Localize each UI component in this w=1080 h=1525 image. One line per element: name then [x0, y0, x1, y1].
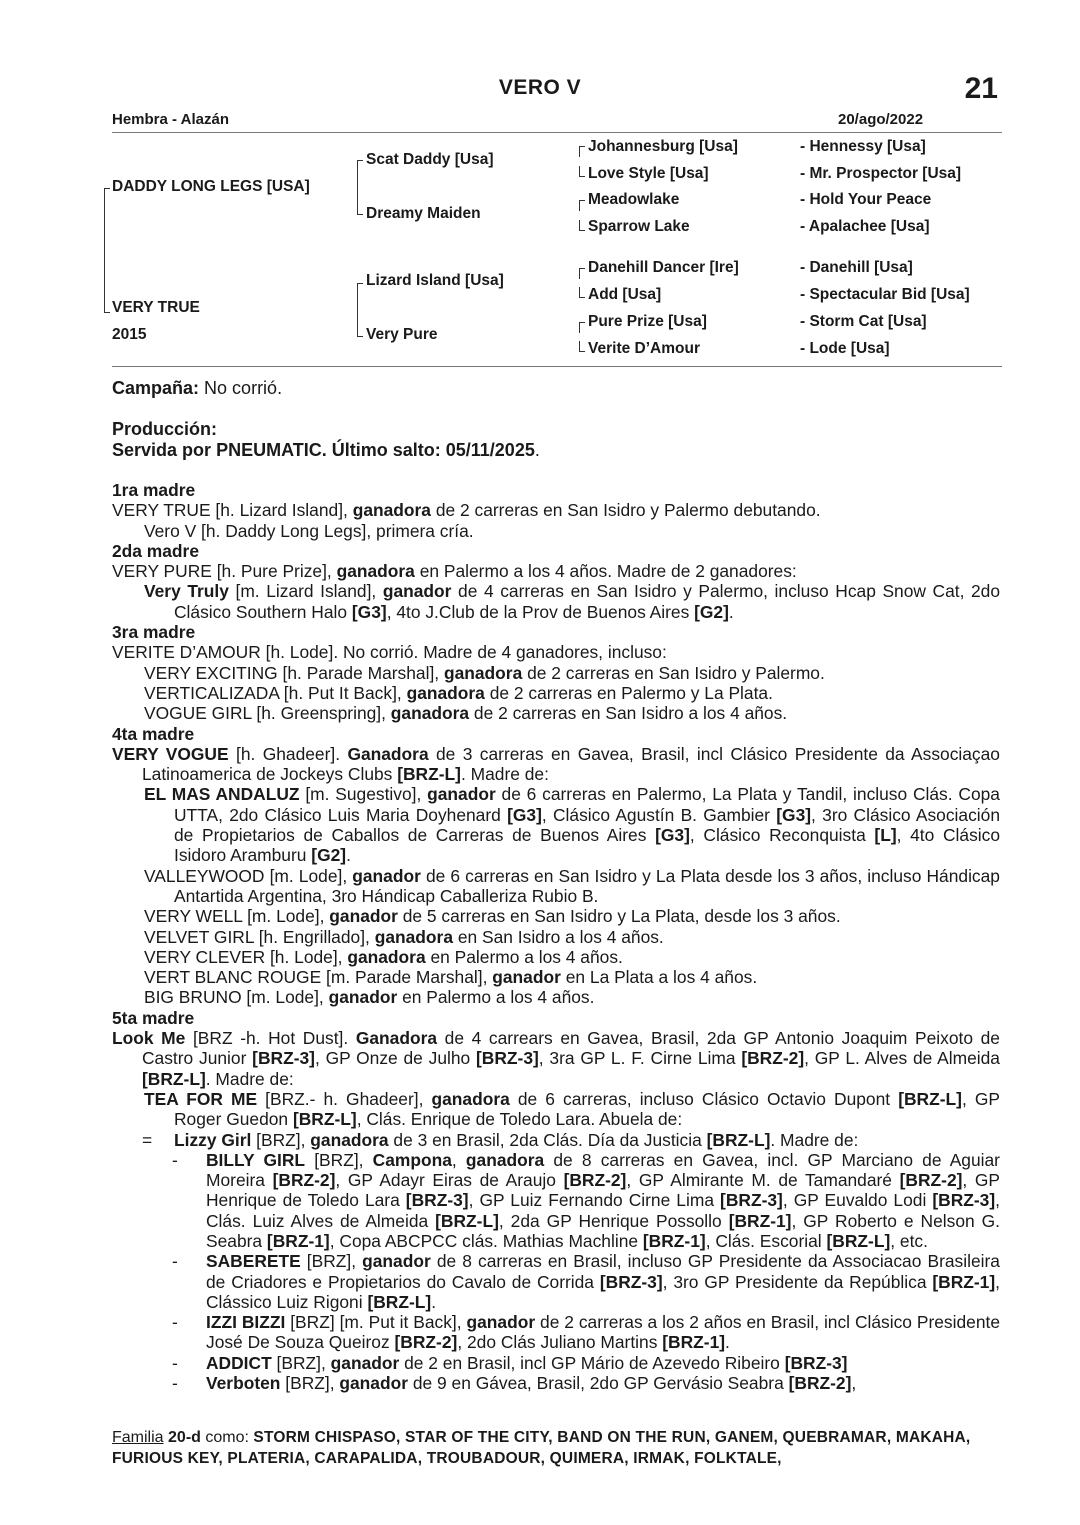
text-fragment: ganador [339, 1373, 408, 1394]
dam-heading: 3ra madre [112, 622, 196, 643]
produce-line [112, 663, 1000, 683]
text-fragment: VERY VOGUE [112, 743, 229, 764]
text-fragment: [BRZ-L] [367, 1291, 432, 1312]
text-fragment: [BRZ-2] [741, 1048, 805, 1069]
text-fragment: [BRZ-2] [563, 1170, 627, 1191]
text-fragment: en San Isidro a los 4 años. [457, 926, 664, 947]
bracket-g3-1 [579, 146, 585, 157]
text-fragment: en Palermo a los 4 años. [402, 987, 595, 1008]
text-fragment: VALLEYWOOD [m. Lode], [144, 865, 348, 886]
text-fragment: . Madre de: [770, 1129, 859, 1150]
text-fragment: de 6 carreras en San Isidro y La Plata desde los 3 años, incluso Hándicap Antartida Argentina, 3ro Hándicap Caballeriza Rubio B. [174, 865, 1000, 906]
text-fragment: [m. Lizard Island], [235, 581, 377, 602]
produce-izzi-bizzi [112, 1312, 1000, 1353]
text-fragment: - [172, 1251, 178, 1272]
family-list: STORM CHISPASO, STAR OF THE CITY, BAND ON THE RUN, GANEM, QUEBRAMAR, MAKAHA, FURIOUS KEY, PLATERIA, CARAPALIDA, TROUBADOUR, QUIMERA, IRMAK, FOLKTALE, [112, 1429, 971, 1467]
production-label: Producción: [112, 419, 218, 439]
produce-line: Vero V [h. Daddy Long Legs], primera cría. [144, 520, 474, 541]
produce-very-truly [112, 581, 1000, 622]
bracket-g3-8 [579, 341, 585, 352]
dam-year: 2015 [112, 326, 147, 343]
text-fragment: [BRZ], [314, 1149, 364, 1170]
text-fragment: [G3] [655, 825, 690, 846]
text-fragment: , [451, 1149, 457, 1170]
text-fragment: VERY TRUE [h. Lizard Island], [112, 500, 348, 521]
text-fragment: VOGUE GIRL [h. Greenspring], [144, 703, 386, 724]
produce-saberete [112, 1251, 1000, 1312]
text-fragment: [BRZ], [256, 1129, 306, 1150]
text-fragment: , GP Roger Guedon [174, 1088, 1000, 1130]
text-fragment: Campona [372, 1149, 452, 1170]
text-fragment: ADDICT [206, 1352, 272, 1373]
text-fragment: VERT BLANC ROUGE [m. Parade Marshal], [144, 967, 488, 988]
text-fragment: [G3] [507, 804, 542, 825]
g4-storm-cat: - Storm Cat [Usa] [800, 313, 927, 330]
g3-verite-damour: Verite D’Amour [588, 340, 700, 357]
text-fragment: , GP Almirante M. de Tamandaré [626, 1170, 892, 1191]
page-number: 21 [964, 72, 998, 105]
produce-lizzy-girl [112, 1130, 1000, 1150]
text-fragment: ganador [328, 987, 398, 1008]
text-fragment: , GP Roberto e Nelson G. Seabra [206, 1210, 1000, 1251]
text-fragment: , Copa ABCPCC clás. Mathias Machline [329, 1230, 639, 1251]
text-fragment: - [172, 1373, 178, 1394]
production-service [112, 440, 1000, 461]
sex-color: Hembra - Alazán [112, 111, 229, 128]
served-prefix: Servida por [112, 440, 212, 460]
text-fragment: ganador [329, 906, 398, 927]
text-fragment: VERY PURE [h. Pure Prize], [112, 561, 332, 582]
text-fragment: , Clás. Enrique de Toledo Lara. Abuela de: [356, 1109, 683, 1130]
text-fragment: , GP Luiz Fernando Cirne Lima [468, 1190, 714, 1211]
produce-billy-girl [112, 1150, 1000, 1251]
text-fragment: [BRZ-2] [899, 1170, 963, 1191]
text-fragment: de 2 carreras a los 2 años en Brasil, incl Clásico Presidente José De Souza Queiroz [206, 1312, 1001, 1353]
text-fragment: Ganadora [355, 1028, 438, 1049]
dam-sections [112, 480, 1000, 1393]
text-fragment: ganadora [347, 946, 426, 967]
text-fragment: [BRZ-L] [826, 1230, 891, 1251]
text-fragment: ganador [362, 1251, 431, 1272]
text-fragment: [BRZ-L] [898, 1088, 962, 1109]
text-fragment: , GP Onze de Julho [314, 1048, 471, 1069]
text-fragment: en La Plata a los 4 años. [565, 967, 758, 988]
text-fragment: ganadora [336, 561, 415, 582]
text-fragment: , 4to J.Club de la Prov de Buenos Aires [386, 601, 690, 622]
text-fragment: ganadora [431, 1088, 510, 1109]
g4-apalachee: - Apalachee [Usa] [800, 218, 930, 235]
text-fragment: , GP Adayr Eiras de Araujo [335, 1170, 556, 1191]
text-fragment: ganador [330, 1352, 400, 1373]
text-fragment: . [346, 845, 351, 866]
g2-very-pure: Very Pure [366, 326, 438, 343]
text-fragment: de 8 carreras en Gavea, incl. GP Marciano de Aguiar Moreira [206, 1149, 1000, 1191]
dam-heading: 1ra madre [112, 480, 196, 500]
production-end: . [534, 440, 540, 460]
text-fragment: [BRZ-L] [706, 1129, 771, 1150]
dam-look-me [112, 1028, 1000, 1089]
produce-valleywood [112, 866, 1000, 907]
family-label: Familia [112, 1429, 164, 1446]
dam-line: VERITE D’AMOUR [h. Lode]. No corrió. Madre de 4 ganadores, incluso: [112, 642, 667, 663]
text-fragment: de 3 carreras en Gavea, Brasil, incl Clásico Presidente da Associaçao Latinoamerica de Jockeys Clubs [142, 743, 1000, 785]
produce-line [112, 683, 1000, 703]
text-fragment: [BRZ-1] [642, 1230, 706, 1251]
bracket-g3-2 [579, 166, 585, 177]
text-fragment: [BRZ-3] [405, 1190, 469, 1211]
text-fragment: . Madre de: [205, 1068, 294, 1089]
sire-name: DADDY LONG LEGS [USA] [112, 178, 310, 195]
text-fragment: de 2 carreras en Palermo y La Plata. [489, 682, 773, 703]
text-fragment: de 6 carreras en Palermo, La Plata y Tandil, incluso Clás. Copa UTTA, 2do Clásico Luis Maria Doyhenard [174, 784, 1000, 825]
text-fragment: TEA FOR ME [144, 1088, 258, 1109]
text-fragment: , GP L. Alves de Almeida [804, 1048, 1000, 1069]
text-fragment: ganadora [443, 662, 523, 683]
text-fragment: ganadora [374, 926, 453, 947]
text-fragment: [BRZ-1] [932, 1271, 996, 1292]
text-fragment: de 6 carreras, incluso Clásico Octavio Dupont [517, 1088, 891, 1109]
text-fragment: , 3ra GP L. F. Cirne Lima [538, 1048, 736, 1069]
text-fragment: , 4to Clásico Isidoro Aramburu [174, 825, 1000, 866]
last-jump: . Último salto: 05/11/2025 [321, 440, 535, 460]
family-como: como: [205, 1429, 249, 1446]
text-fragment: de 3 en Brasil, 2da Clás. Día da Justicia [393, 1129, 702, 1150]
campaign-text: No corrió. [204, 378, 283, 398]
header-divider [112, 132, 1002, 133]
text-fragment: [BRZ-2] [788, 1373, 852, 1394]
text-fragment: , GP Henrique de Toledo Lara [206, 1170, 1001, 1211]
bracket-g2-b [357, 190, 363, 215]
text-fragment: ganador [466, 1312, 536, 1333]
dam-heading: 2da madre [112, 540, 199, 561]
text-fragment: de 2 en Brasil, incl GP Mário de Azevedo Ribeiro [404, 1352, 780, 1373]
produce-el-mas-andaluz [112, 784, 1000, 865]
produce-line [112, 947, 1000, 967]
text-fragment: [BRZ-L] [292, 1109, 357, 1130]
text-fragment: IZZI BIZZI [206, 1312, 286, 1333]
dam-line [112, 561, 1000, 581]
text-fragment: en Palermo a los 4 años. [430, 946, 623, 967]
text-fragment: [BRZ.- h. Ghadeer], [265, 1088, 424, 1109]
produce-line [112, 927, 1000, 947]
text-fragment: en Palermo a los 4 años. Madre de 2 ganadores: [419, 561, 797, 582]
campaign [112, 378, 1000, 399]
g3-meadowlake: Meadowlake [588, 191, 680, 208]
campaign-label: Campaña: [112, 378, 200, 398]
text-fragment: , etc. [890, 1230, 928, 1251]
text-fragment: [G3] [351, 601, 387, 622]
text-fragment: - [172, 1352, 178, 1373]
text-fragment: , 2da GP Henrique Possollo [498, 1210, 722, 1231]
produce-line [112, 987, 1000, 1007]
text-fragment: , Clásico Reconquista [689, 825, 866, 846]
family-line [112, 1427, 1000, 1469]
page-title: VERO V [498, 76, 582, 99]
bracket-g3-5 [579, 268, 585, 279]
text-fragment: , Clásico Agustín B. Gambier [541, 804, 770, 825]
bracket-g3-3 [579, 200, 585, 211]
text-fragment: Verboten [206, 1373, 281, 1394]
family-number: 20-d [168, 1429, 201, 1446]
text-fragment: Lizzy Girl [174, 1129, 252, 1150]
text-fragment: ganadora [406, 682, 485, 703]
text-fragment: de 4 carreras en San Isidro y Palermo, incluso Hcap Snow Cat, 2do Clásico Southern Halo [174, 581, 1001, 622]
text-fragment: [BRZ], [306, 1251, 357, 1272]
bracket-g2-d [357, 312, 363, 337]
text-fragment: , 3ro GP Presidente da República [662, 1271, 927, 1292]
text-fragment: de 8 carreras en Brasil, incluso GP Presidente da Associacao Brasileira de Criadores e Propietarios do Cavalo de Corrida [206, 1251, 1000, 1292]
dam-very-vogue [112, 744, 1000, 785]
g3-add: Add [Usa] [588, 286, 662, 303]
text-fragment: EL MAS ANDALUZ [144, 784, 300, 805]
text-fragment: BIG BRUNO [m. Lode], [144, 987, 324, 1008]
text-fragment: [BRZ-2] [394, 1332, 458, 1353]
g3-love-style: Love Style [Usa] [588, 165, 709, 182]
text-fragment: ganadora [352, 500, 431, 521]
text-fragment: de 2 carreras en San Isidro y Palermo. [527, 662, 825, 683]
text-fragment: = [142, 1129, 153, 1150]
text-fragment: [h. Ghadeer]. [235, 743, 341, 764]
g4-spectacular-bid: - Spectacular Bid [Usa] [800, 286, 970, 303]
g3-johannesburg: Johannesburg [Usa] [588, 138, 738, 155]
text-fragment: [BRZ-3] [599, 1271, 663, 1292]
text-fragment: VERTICALIZADA [h. Put It Back], [144, 682, 402, 703]
g3-pure-prize: Pure Prize [Usa] [588, 313, 707, 330]
text-fragment: [BRZ-3] [720, 1190, 783, 1211]
dam-heading: 5ta madre [112, 1007, 195, 1028]
text-fragment: ganador [492, 967, 561, 988]
text-fragment: VERY CLEVER [h. Lode], [144, 946, 343, 967]
text-fragment: ganadora [390, 703, 470, 724]
text-fragment: , GP Euvaldo Lodi [782, 1190, 927, 1211]
text-fragment: [BRZ-1] [728, 1210, 792, 1231]
g4-lode: - Lode [Usa] [800, 340, 890, 357]
text-fragment: , 3ro Clásico Asociación de Propietarios de Caballos de Carreras de Buenos Aires [174, 804, 1000, 846]
produce-verboten [112, 1373, 1000, 1393]
bracket-g3-6 [579, 287, 585, 298]
stallion-name: PNEUMATIC [216, 440, 322, 460]
text-fragment: [BRZ], [285, 1373, 335, 1394]
report-date: 20/ago/2022 [838, 111, 924, 128]
dam-heading: 4ta madre [112, 723, 195, 744]
g4-mr-prospector: - Mr. Prospector [Usa] [800, 165, 962, 182]
text-fragment: [BRZ] [m. Put it Back], [290, 1312, 462, 1333]
text-fragment: Look Me [112, 1028, 186, 1049]
text-fragment: ganadora [310, 1129, 389, 1150]
text-fragment: [BRZ-3] [252, 1048, 315, 1069]
text-fragment: de 5 carreras en San Isidro y La Plata, desde los 3 años. [402, 906, 841, 927]
text-fragment: , Clássico Luiz Rigoni [206, 1271, 1000, 1312]
text-fragment: ganador [352, 865, 421, 886]
bracket-g3-7 [579, 322, 585, 333]
g2-dreamy-maiden: Dreamy Maiden [366, 205, 481, 222]
produce-line [112, 906, 1000, 926]
text-fragment: ganador [382, 581, 452, 602]
text-fragment: [BRZ-2] [272, 1170, 336, 1191]
text-fragment: [BRZ-1] [662, 1332, 726, 1353]
text-fragment: de 2 carreras en San Isidro a los 4 años. [473, 703, 788, 724]
g3-danehill-dancer: Danehill Dancer [Ire] [588, 259, 739, 276]
text-fragment: BILLY GIRL [206, 1149, 306, 1170]
text-fragment: , [851, 1373, 857, 1394]
text-fragment: [BRZ-L] [142, 1068, 206, 1089]
text-fragment: . [728, 601, 734, 622]
text-fragment: - [172, 1149, 178, 1170]
text-fragment: [G2] [694, 601, 729, 622]
bracket-dam [104, 256, 110, 313]
produce-line [112, 967, 1000, 987]
text-fragment: [BRZ-L] [397, 764, 461, 785]
text-fragment: de 4 carrears en Gavea, Brasil, 2da GP Antonio Joaquim Peixoto de Castro Junior [142, 1028, 1000, 1069]
dam-name: VERY TRUE [112, 299, 200, 316]
text-fragment: ganadora [465, 1149, 545, 1170]
text-fragment: [BRZ-3] [476, 1048, 539, 1069]
dam-line [112, 500, 1000, 520]
produce-tea-for-me [112, 1089, 1000, 1130]
g4-hennessy: - Hennessy [Usa] [800, 138, 926, 155]
text-fragment: ganador [427, 784, 496, 805]
g3-sparrow-lake: Sparrow Lake [588, 218, 690, 235]
text-fragment: VELVET GIRL [h. Engrillado], [144, 926, 370, 947]
text-fragment: [G3] [776, 804, 812, 825]
pedigree-divider [112, 366, 1002, 367]
g4-danehill: - Danehill [Usa] [800, 259, 913, 276]
text-fragment: VERY EXCITING [h. Parade Marshal], [144, 662, 440, 683]
produce-line [112, 703, 1000, 723]
text-fragment: , 2do Clás Juliano Martins [457, 1332, 658, 1353]
text-fragment: . [725, 1332, 730, 1353]
text-fragment: , Clás. Luiz Alves de Almeida [206, 1190, 1000, 1231]
text-fragment: Ganadora [347, 743, 429, 764]
text-fragment: , Clás. Escorial [705, 1230, 822, 1251]
text-fragment: . Madre de: [460, 764, 549, 785]
text-fragment: [BRZ-3] [784, 1352, 848, 1373]
text-fragment: [BRZ -h. Hot Dust]. [192, 1028, 349, 1049]
text-fragment: SABERETE [206, 1251, 301, 1272]
text-fragment: [m. Sugestivo], [305, 784, 422, 805]
production [112, 419, 1000, 461]
text-fragment: VERY WELL [m. Lode], [144, 906, 325, 927]
text-fragment: [BRZ-3] [932, 1190, 996, 1211]
bracket-g3-4 [579, 220, 585, 231]
text-fragment: de 9 en Gávea, Brasil, 2do GP Gervásio Seabra [412, 1373, 784, 1394]
g2-lizard-island: Lizard Island [Usa] [366, 272, 504, 289]
text-fragment: Very Truly [144, 581, 229, 602]
text-fragment: [BRZ-1] [266, 1230, 330, 1251]
text-fragment: [L] [874, 825, 897, 846]
text-fragment: - [172, 1312, 178, 1333]
produce-addict [112, 1353, 1000, 1373]
text-fragment: [BRZ], [276, 1352, 326, 1373]
g2-scat-daddy: Scat Daddy [Usa] [366, 151, 494, 168]
text-fragment: de 2 carreras en San Isidro y Palermo debutando. [435, 500, 821, 521]
text-fragment: [G2] [311, 845, 347, 866]
g4-hold-your-peace: - Hold Your Peace [800, 191, 932, 208]
text-fragment: [BRZ-L] [435, 1210, 499, 1231]
text-fragment: . [431, 1291, 437, 1312]
